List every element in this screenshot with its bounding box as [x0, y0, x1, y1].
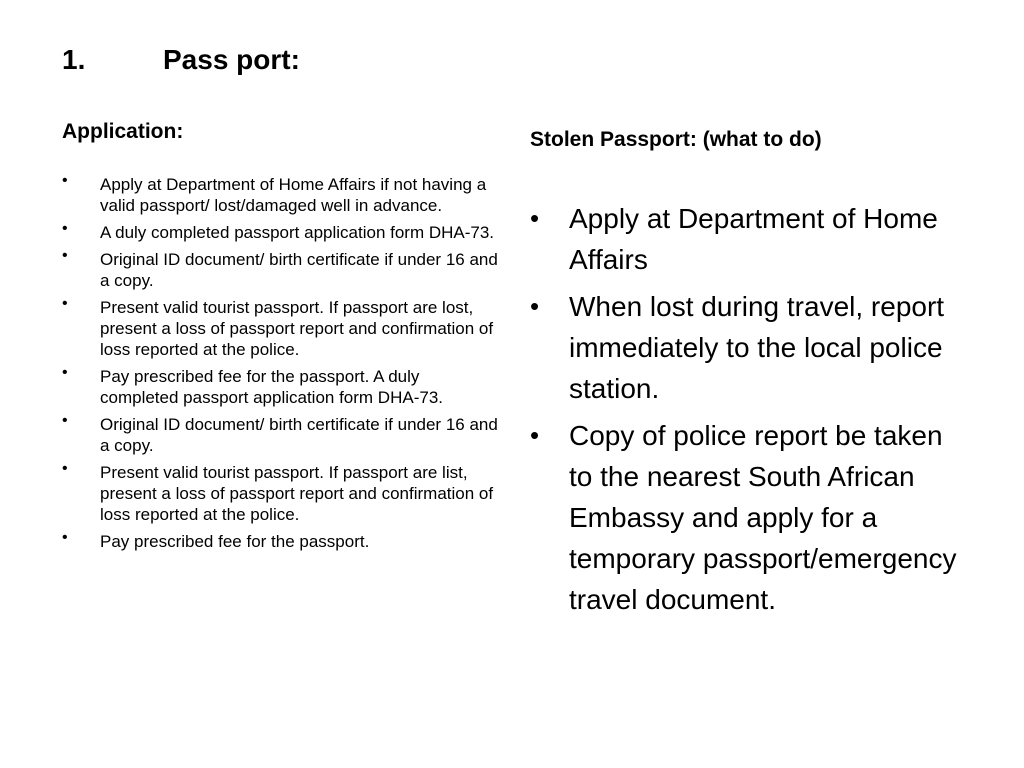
- bullet-icon: •: [530, 291, 540, 321]
- list-item-text: Present valid tourist passport. If passport are list, present a loss of passport report and confirmation of loss reported at the police.: [100, 463, 494, 524]
- list-item-text: Original ID document/ birth certificate if under 16 and a copy.: [100, 415, 498, 455]
- list-item: [62, 297, 502, 360]
- list-item-text: Apply at Department of Home Affairs: [569, 203, 938, 275]
- bullet-icon: •: [62, 460, 68, 477]
- list-item-text: Pay prescribed fee for the passport.: [100, 532, 370, 551]
- bullet-icon: •: [62, 172, 68, 189]
- list-item-text: Original ID document/ birth certificate if under 16 and a copy.: [100, 250, 498, 290]
- list-item: [62, 366, 502, 408]
- stolen-passport-section: [530, 128, 970, 626]
- stolen-passport-heading: Stolen Passport: (what to do): [530, 128, 822, 151]
- bullet-icon: •: [62, 220, 68, 237]
- list-item: [62, 531, 502, 552]
- list-item: [62, 174, 502, 216]
- list-item: [62, 249, 502, 291]
- slide-title: [62, 44, 300, 76]
- bullet-icon: •: [62, 529, 68, 546]
- list-item-text: Present valid tourist passport. If passport are lost, present a loss of passport report and confirmation of loss reported at the police.: [100, 298, 494, 359]
- list-item: [62, 222, 502, 243]
- list-item: [62, 462, 502, 525]
- list-item-text: Apply at Department of Home Affairs if not having a valid passport/ lost/damaged well in advance.: [100, 175, 487, 215]
- list-item-text: When lost during travel, report immediately to the local police station.: [569, 291, 945, 404]
- bullet-icon: •: [62, 412, 68, 429]
- list-item-text: Pay prescribed fee for the passport. A duly completed passport application form DHA-73.: [100, 367, 443, 407]
- bullet-icon: •: [62, 247, 68, 264]
- bullet-icon: •: [62, 295, 68, 312]
- list-item: [62, 414, 502, 456]
- bullet-icon: •: [530, 203, 540, 233]
- list-item: [530, 286, 970, 409]
- bullet-icon: •: [530, 420, 540, 450]
- stolen-passport-list: [530, 198, 970, 620]
- application-section: [62, 120, 502, 558]
- list-item: [530, 415, 970, 620]
- bullet-icon: •: [62, 364, 68, 381]
- application-heading: Application:: [62, 120, 184, 143]
- title-number: 1.: [62, 44, 86, 75]
- list-item-text: Copy of police report be taken to the nearest South African Embassy and apply for a temporary passport/emergency travel document.: [569, 420, 957, 615]
- title-text: Pass port:: [163, 44, 300, 75]
- list-item-text: A duly completed passport application form DHA-73.: [100, 223, 495, 242]
- application-list: [62, 174, 502, 552]
- list-item: [530, 198, 970, 280]
